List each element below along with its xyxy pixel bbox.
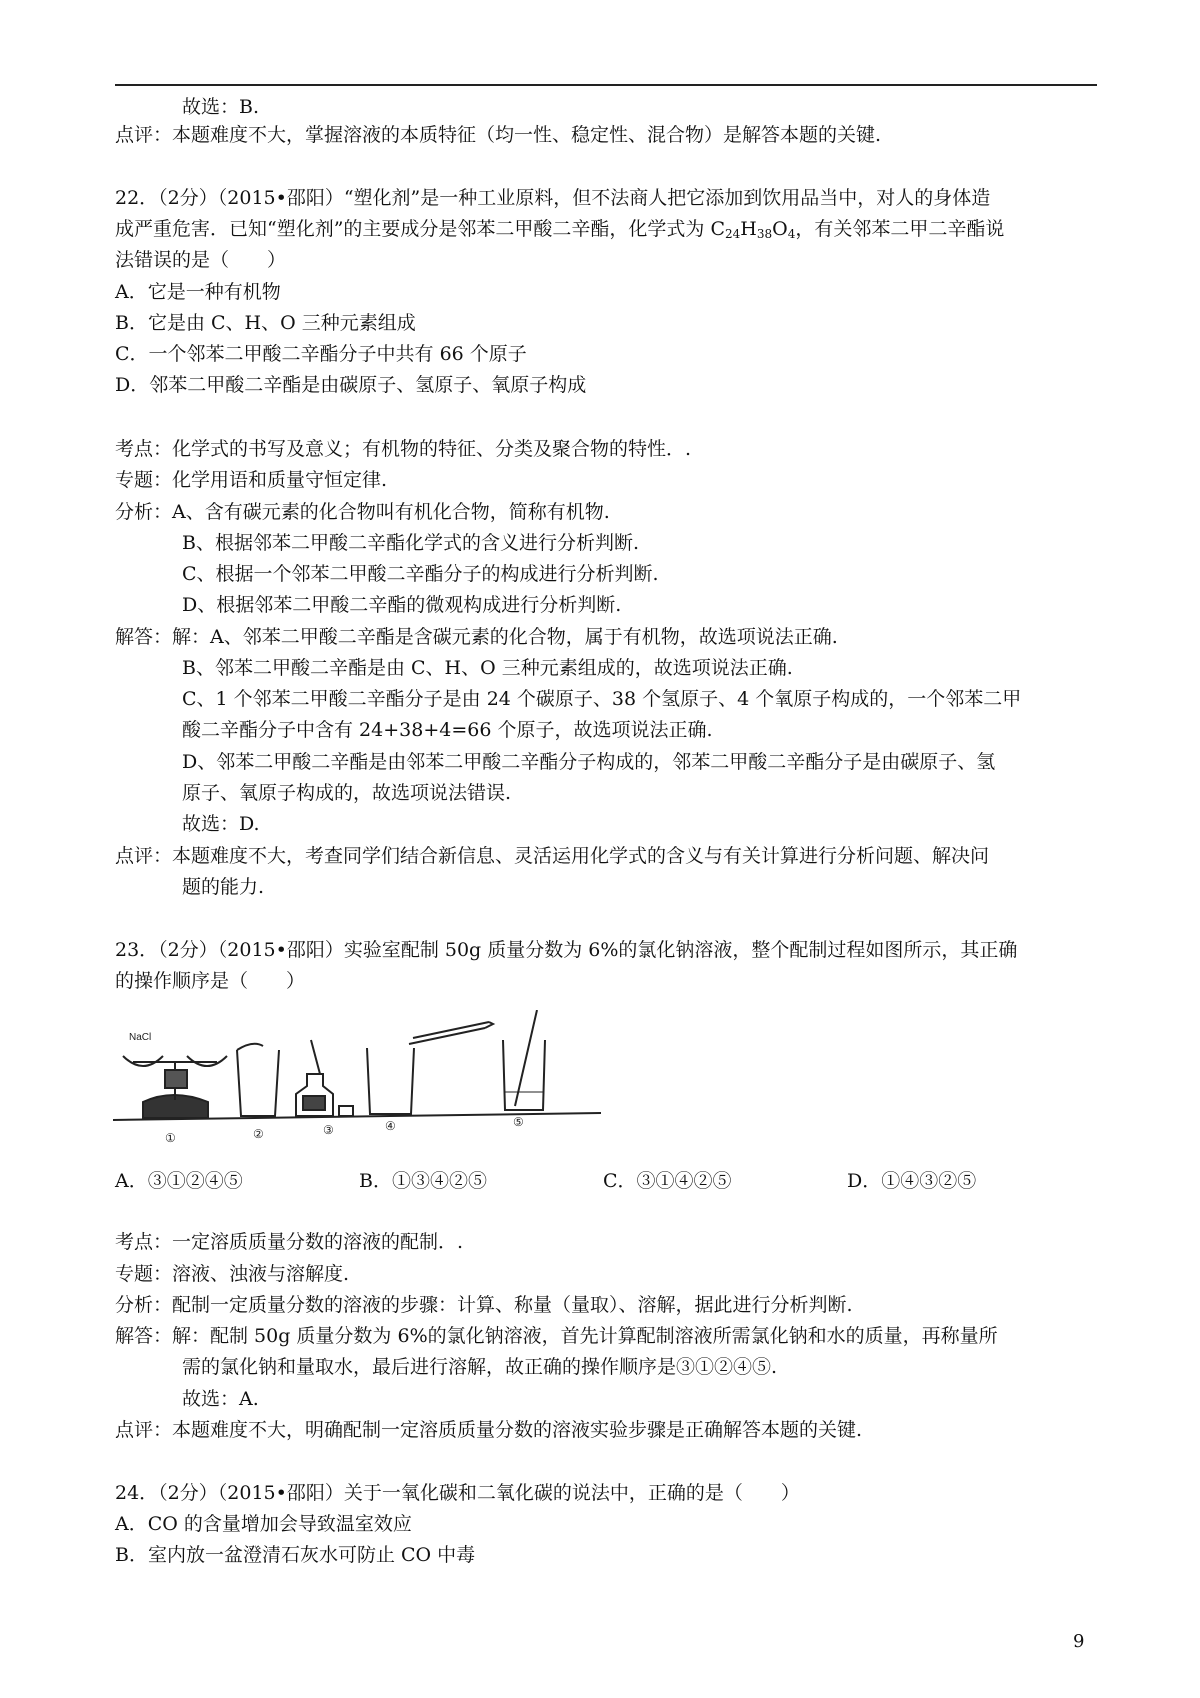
nacl-label: NaCl bbox=[129, 1032, 152, 1043]
prev-comment-line bbox=[115, 122, 881, 148]
q23-option-d: D．①④③②⑤ bbox=[847, 1170, 977, 1192]
kaodian-label: 考点： bbox=[115, 438, 173, 460]
q23-option-a: A．③①②④⑤ bbox=[115, 1170, 243, 1192]
dianping-label: 点评： bbox=[115, 845, 173, 867]
comment-label: 点评： bbox=[115, 124, 173, 146]
step-label-1: ① bbox=[165, 1131, 176, 1145]
step-label-2: ② bbox=[253, 1127, 264, 1141]
q23-zhuanti: 专题：溶液、浊液与溶解度. bbox=[115, 1263, 350, 1285]
q22-dianping-2: 题的能力. bbox=[182, 876, 265, 898]
q22-jieda-4: 酸二辛酯分子中含有 24+38+4=66 个原子，故选项说法正确. bbox=[182, 719, 713, 741]
q22-fenxi-4: D、根据邻苯二甲酸二辛酯的微观构成进行分析判断. bbox=[182, 594, 622, 616]
step-label-4: ④ bbox=[385, 1119, 396, 1133]
q22-kaodian: 考点：化学式的书写及意义；有机物的特征、分类及聚合物的特性．. bbox=[115, 438, 692, 460]
zhuanti-label: 专题： bbox=[115, 469, 173, 491]
q22-option-d: D．邻苯二甲酸二辛酯是由碳原子、氢原子、氧原子构成 bbox=[115, 374, 587, 396]
q23-dianping: 点评：本题难度不大，明确配制一定溶质质量分数的溶液实验步骤是正确解答本题的关键. bbox=[115, 1419, 863, 1441]
q22-dianping-1: 点评：本题难度不大，考查同学们结合新信息、灵活运用化学式的含义与有关计算进行分析问题、解决问 bbox=[115, 845, 990, 867]
q23-stem-line-1: 23．（2分）（2015•邵阳）实验室配制 50g 质量分数为 6%的氯化钠溶液，整个配制过程如图所示，其正确 bbox=[115, 939, 1018, 961]
q22-stem-line-1: 22．（2分）（2015•邵阳）“塑化剂”是一种工业原料，但不法商人把它添加到饮用品当中，对人的身体造 bbox=[115, 187, 991, 209]
chemical-formula: $C_{24}H_{38}O_4$ bbox=[710, 218, 796, 241]
q23-kaodian: 考点：一定溶质质量分数的溶液的配制．. bbox=[115, 1231, 464, 1253]
page-number: 9 bbox=[1073, 1631, 1085, 1652]
q22-stem-line-3: 法错误的是（ ） bbox=[115, 249, 287, 271]
q23-options bbox=[115, 1166, 1075, 1194]
q22-jieda-1: 解答：解：A、邻苯二甲酸二辛酯是含碳元素的化合物，属于有机物，故选项说法正确. bbox=[115, 626, 838, 648]
q22-jieda-7: 故选：D. bbox=[182, 813, 260, 835]
comment-text: 本题难度不大，掌握溶液的本质特征（均一性、稳定性、混合物）是解答本题的关键. bbox=[172, 124, 882, 146]
jieda-label: 解答： bbox=[115, 626, 173, 648]
q23-option-b: B．①③④②⑤ bbox=[359, 1170, 487, 1192]
q22-stem-text: 成严重危害．已知“塑化剂”的主要成分是邻苯二甲酸二辛酯，化学式为 bbox=[115, 218, 711, 240]
q23-jieda-3: 故选：A. bbox=[182, 1388, 259, 1410]
q22-fenxi-2: B、根据邻苯二甲酸二辛酯化学式的含义进行分析判断. bbox=[182, 532, 640, 554]
solution-preparation-figure bbox=[113, 1010, 601, 1152]
q22-stem-tail: ，有关邻苯二甲二辛酯说 bbox=[795, 218, 1005, 240]
q23-stem-line-2: 的操作顺序是（ ） bbox=[115, 970, 306, 992]
step-label-3: ③ bbox=[323, 1123, 334, 1137]
q22-jieda-3: C、1 个邻苯二甲酸二辛酯分子是由 24 个碳原子、38 个氢原子、4 个氧原子构成的，一个邻苯二甲 bbox=[182, 688, 1022, 710]
q24-stem: 24．（2分）（2015•邵阳）关于一氧化碳和二氧化碳的说法中，正确的是（ ） bbox=[115, 1482, 800, 1504]
q22-zhuanti: 专题：化学用语和质量守恒定律. bbox=[115, 469, 388, 491]
q22-jieda-5: D、邻苯二甲酸二辛酯是由邻苯二甲酸二辛酯分子构成的，邻苯二甲酸二辛酯分子是由碳原子、氢 bbox=[182, 751, 996, 773]
q22-option-b: B．它是由 C、H、O 三种元素组成 bbox=[115, 312, 416, 334]
q24-option-b: B．室内放一盆澄清石灰水可防止 CO 中毒 bbox=[115, 1544, 476, 1566]
q23-jieda-2: 需的氯化钠和量取水，最后进行溶解，故正确的操作顺序是③①②④⑤. bbox=[182, 1356, 778, 1378]
q22-jieda-6: 原子、氧原子构成的，故选项说法错误. bbox=[182, 782, 512, 804]
q23-jieda-1: 解答：解：配制 50g 质量分数为 6%的氯化钠溶液，首先计算配制溶液所需氯化钠和水的质量，再称量所 bbox=[115, 1325, 998, 1347]
q23-option-c: C．③①④②⑤ bbox=[603, 1170, 732, 1192]
q22-fenxi-1: 分析：A、含有碳元素的化合物叫有机化合物，简称有机物. bbox=[115, 501, 610, 523]
header-rule bbox=[115, 84, 1097, 86]
fenxi-label: 分析： bbox=[115, 501, 173, 523]
q22-stem-line-2 bbox=[115, 216, 1004, 247]
q22-option-c: C．一个邻苯二甲酸二辛酯分子中共有 66 个原子 bbox=[115, 343, 527, 365]
q22-jieda-2: B、邻苯二甲酸二辛酯是由 C、H、O 三种元素组成的，故选项说法正确. bbox=[182, 657, 793, 679]
q22-fenxi-3: C、根据一个邻苯二甲酸二辛酯分子的构成进行分析判断. bbox=[182, 563, 659, 585]
q24-option-a: A．CO 的含量增加会导致温室效应 bbox=[115, 1513, 412, 1535]
q22-option-a: A．它是一种有机物 bbox=[115, 281, 281, 303]
prev-choice-line: 故选：B. bbox=[182, 96, 260, 118]
q23-fenxi: 分析：配制一定质量分数的溶液的步骤：计算、称量（量取）、溶解，据此进行分析判断. bbox=[115, 1294, 853, 1316]
step-label-5: ⑤ bbox=[513, 1115, 524, 1129]
